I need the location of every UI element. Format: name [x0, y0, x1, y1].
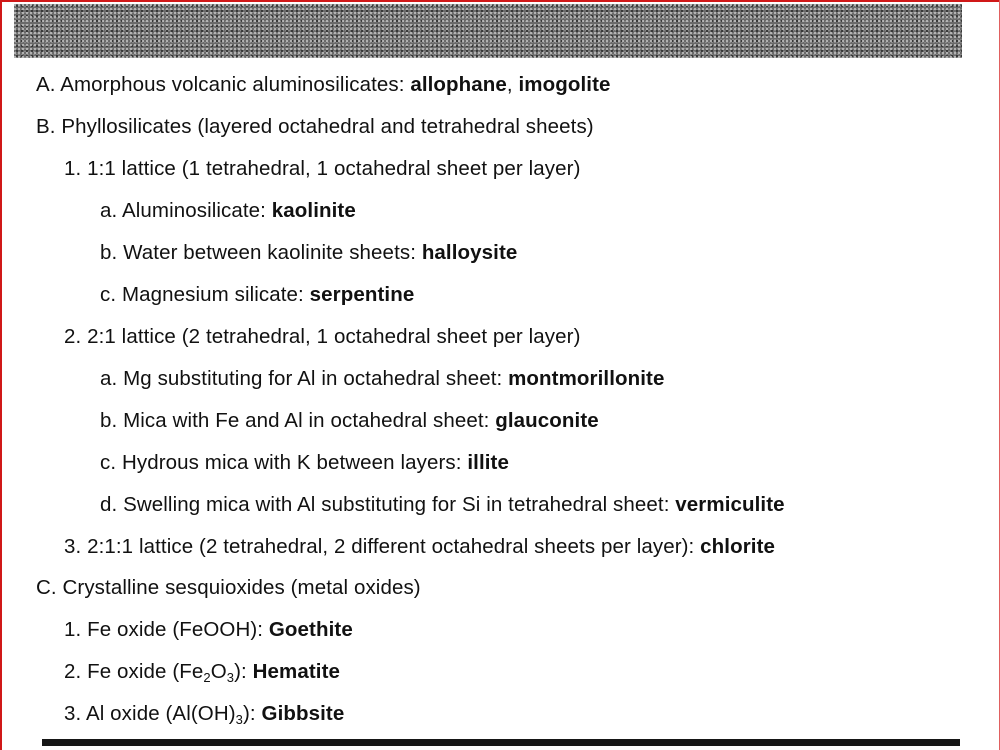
mineral-term: chlorite — [700, 535, 775, 558]
outline-item-b2b: b. Mica with Fe and Al in octahedral sheet: glauconite — [100, 409, 599, 432]
slide-frame-left — [0, 0, 2, 750]
mineral-term: Goethite — [268, 618, 353, 641]
mineral-term: glauconite — [495, 409, 599, 432]
mineral-term: halloysite — [421, 241, 518, 264]
footer-rule — [42, 739, 960, 746]
outline-item-c3: 3. Al oxide $(Al(OH)_3)$: Gibbsite — [64, 702, 345, 727]
mineral-term: montmorillonite — [508, 367, 665, 390]
outline-item-b2a: a. Mg substituting for Al in octahedral sheet: montmorillonite — [100, 367, 665, 390]
slide-frame-top — [0, 0, 1000, 2]
outline-item-b1: 1. 1:1 lattice (1 tetrahedral, 1 octahedral sheet per layer) — [64, 157, 581, 180]
outline-item-b: B. Phyllosilicates (layered octahedral and tetrahedral sheets) — [36, 115, 594, 138]
outline-item-b2c: c. Hydrous mica with K between layers: illite — [100, 451, 509, 474]
mineral-term: Gibbsite — [261, 702, 345, 725]
mineral-term: illite — [467, 451, 509, 474]
mineral-term: vermiculite — [675, 493, 785, 516]
mineral-term: kaolinite — [271, 199, 356, 222]
outline-item-b3: 3. 2:1:1 lattice (2 tetrahedral, 2 different octahedral sheets per layer): chlorite — [64, 535, 775, 558]
outline-item-a: A. Amorphous volcanic aluminosilicates: allophane, imogolite — [36, 73, 611, 96]
mineral-term: allophane — [410, 73, 507, 96]
mineral-term: Hematite — [252, 660, 341, 683]
outline-item-b2: 2. 2:1 lattice (2 tetrahedral, 1 octahedral sheet per layer) — [64, 325, 581, 348]
outline-item-b1a: a. Aluminosilicate: kaolinite — [100, 199, 356, 222]
title-banner — [14, 4, 962, 58]
outline-item-c2: 2. Fe oxide $(Fe_2O_3)$: Hematite — [64, 660, 341, 685]
outline-item-b1c: c. Magnesium silicate: serpentine — [100, 283, 415, 306]
outline-item-c1: 1. Fe oxide (FeOOH): Goethite — [64, 618, 353, 641]
outline-item-b1b: b. Water between kaolinite sheets: halloysite — [100, 241, 518, 264]
mineral-term: serpentine — [309, 283, 415, 306]
outline-item-b2d: d. Swelling mica with Al substituting for Si in tetrahedral sheet: vermiculite — [100, 493, 785, 516]
mineral-term: imogolite — [518, 73, 611, 96]
outline-item-c: C. Crystalline sesquioxides (metal oxides) — [36, 576, 421, 599]
